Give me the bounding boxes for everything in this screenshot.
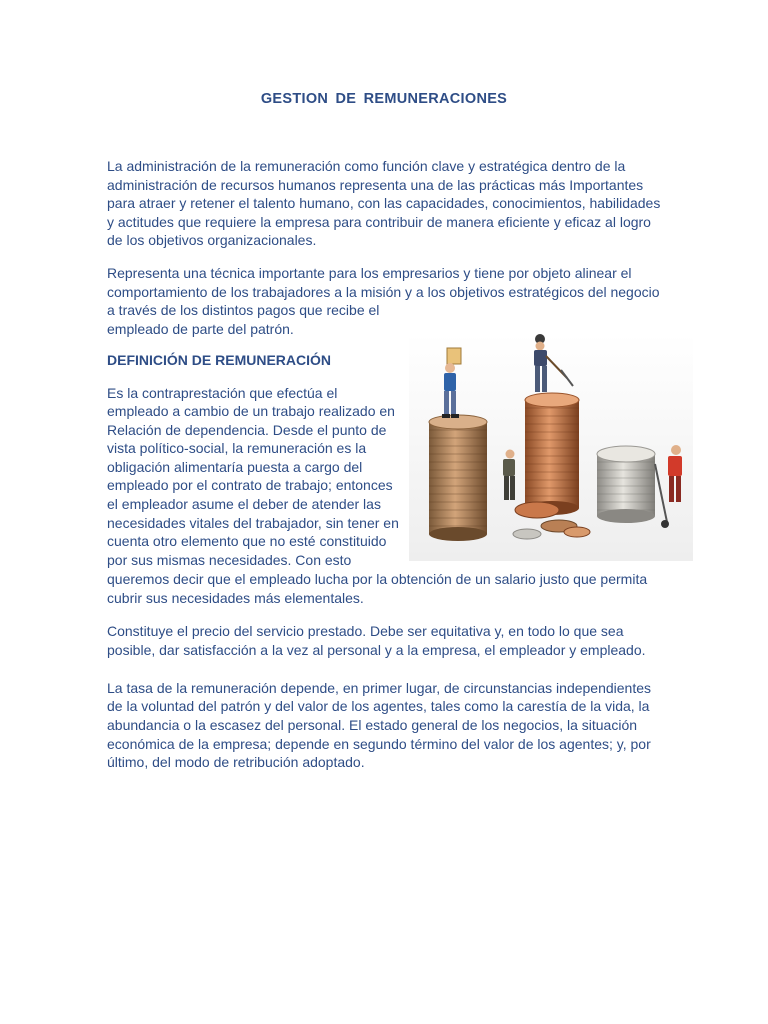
- definition-line: cuenta otro elemento que no esté constituido: [107, 533, 387, 549]
- intro-line: para atraer y retener el talento humano, con las capacidades, conocimientos, habilidades: [107, 195, 661, 211]
- intro-line: de los objetivos organizacionales.: [107, 232, 317, 248]
- definition-line: vista político-social, la remuneración es la: [107, 440, 367, 456]
- definition-line: el empleador asume el deber de atender las: [107, 496, 381, 512]
- definition-heading: DEFINICIÓN DE REMUNERACIÓN: [107, 352, 332, 368]
- document-title: GESTION DE REMUNERACIONES: [260, 91, 508, 107]
- intro-line: La administración de la remuneración como función clave y estratégica dentro de la: [107, 158, 626, 174]
- second-paragraph-line: Representa una técnica importante para los empresarios y tiene por objeto alinear el: [107, 265, 632, 281]
- price-paragraph-line: posible, dar satisfacción a la vez al personal y a la empresa, el empleador y empleado.: [107, 642, 646, 658]
- rate-paragraph-line: último, del modo de retribución adoptado.: [107, 754, 365, 770]
- definition-line: empleado a cambio de un trabajo realizado en: [107, 403, 395, 419]
- second-paragraph-line: empleado de parte del patrón.: [107, 321, 294, 337]
- rate-paragraph-line: abundancia o la escasez del personal. El estado general de los negocios, la situación: [107, 717, 638, 733]
- rate-paragraph-line: económica de la empresa; depende en segundo término del valor de los agentes; y, por: [107, 736, 651, 752]
- coin-stack-left: [429, 415, 487, 541]
- definition-line: Relación de dependencia. Desde el punto de: [107, 422, 387, 438]
- definition-line: empleado por el contrato de trabajo; entonces: [107, 477, 393, 493]
- second-paragraph-line: a través de los distintos pagos que recibe el: [107, 302, 380, 318]
- rate-paragraph-line: de la voluntad del patrón y del valor de los agentes, tales como la carestía de la vida, la: [107, 698, 650, 714]
- coin-stacks-workers-illustration: [409, 334, 693, 561]
- intro-line: administración de recursos humanos representa una de las prácticas más Importantes: [107, 177, 644, 193]
- definition-line: Es la contraprestación que efectúa el: [107, 385, 338, 401]
- coin-stack-right: [597, 446, 655, 523]
- definition-line: queremos decir que el empleado lucha por la obtención de un salario justo que permita: [107, 571, 648, 587]
- definition-line: por sus mismas necesidades. Con esto: [107, 552, 352, 568]
- intro-line: y actitudes que requiere la empresa para contribuir de manera eficiente y eficaz al logro: [107, 214, 651, 230]
- rate-paragraph-line: La tasa de la remuneración depende, en primer lugar, de circunstancias independientes: [107, 680, 652, 696]
- price-paragraph-line: Constituye el precio del servicio prestado. Debe ser equitativa y, en todo lo que sea: [107, 623, 624, 639]
- second-paragraph-line: comportamiento de los trabajadores a la misión y a los objetivos estratégicos del negocio: [107, 284, 660, 300]
- definition-line: necesidades vitales del trabajador, sin tener en: [107, 515, 399, 531]
- definition-line: cubrir sus necesidades más elementales.: [107, 590, 364, 606]
- definition-line: obligación alimentaría puesta a cargo del: [107, 459, 363, 475]
- coin-stack-middle: [525, 393, 579, 515]
